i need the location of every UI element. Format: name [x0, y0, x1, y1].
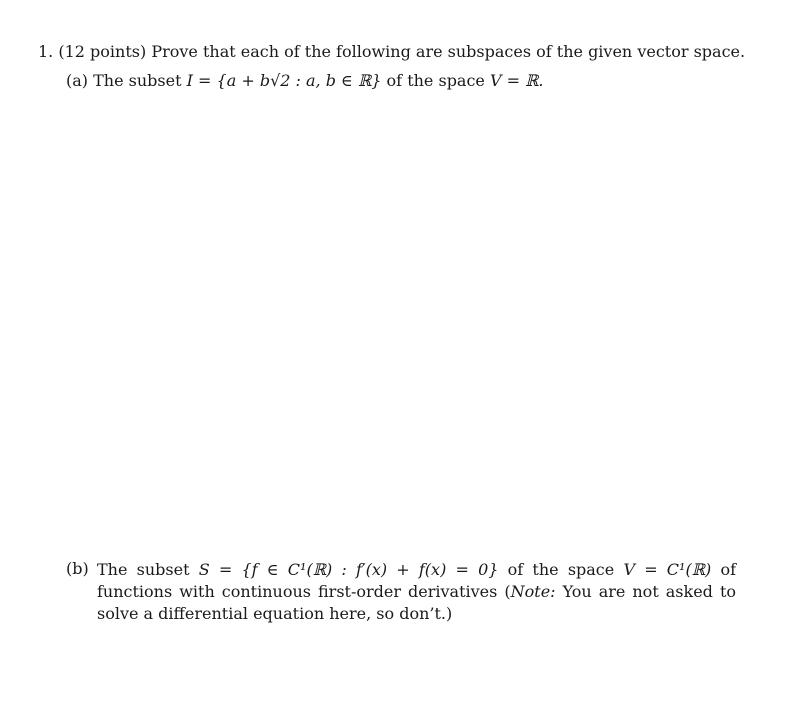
- part-a-label: (a): [66, 71, 89, 90]
- part-a-space-expression: V = ℝ.: [490, 71, 544, 90]
- problem-points: (12 points): [58, 42, 147, 61]
- part-a-set-expression: I = {a + b√2 : a, b ∈ ℝ}: [186, 71, 382, 90]
- part-a-text-mid: of the space: [386, 71, 485, 90]
- part-b-label: (b): [66, 559, 89, 578]
- part-a: [66, 70, 766, 92]
- part-a-text-before: The subset: [93, 71, 182, 90]
- part-b-text-mid: of the space: [507, 560, 615, 579]
- part-b-note-label: Note:: [510, 582, 556, 601]
- part-b-text-after: of functions with continuous first-order derivatives (: [97, 560, 737, 601]
- part-b-note-text: You are not asked to solve a differential equation here, so don’t.): [97, 582, 737, 623]
- part-b: [66, 559, 736, 625]
- problem-prompt: Prove that each of the following are subspaces of the given vector space.: [151, 42, 746, 61]
- problem-number: 1.: [38, 42, 54, 61]
- part-b-body: [97, 559, 736, 625]
- problem-header-line: [38, 41, 778, 63]
- part-b-set-expression: S = {f ∈ C¹(ℝ) : f′(x) + f(x) = 0}: [198, 560, 499, 579]
- part-b-text-before: The subset: [97, 560, 190, 579]
- part-b-space-expression: V = C¹(ℝ): [623, 560, 712, 579]
- problem-statement: [38, 41, 778, 63]
